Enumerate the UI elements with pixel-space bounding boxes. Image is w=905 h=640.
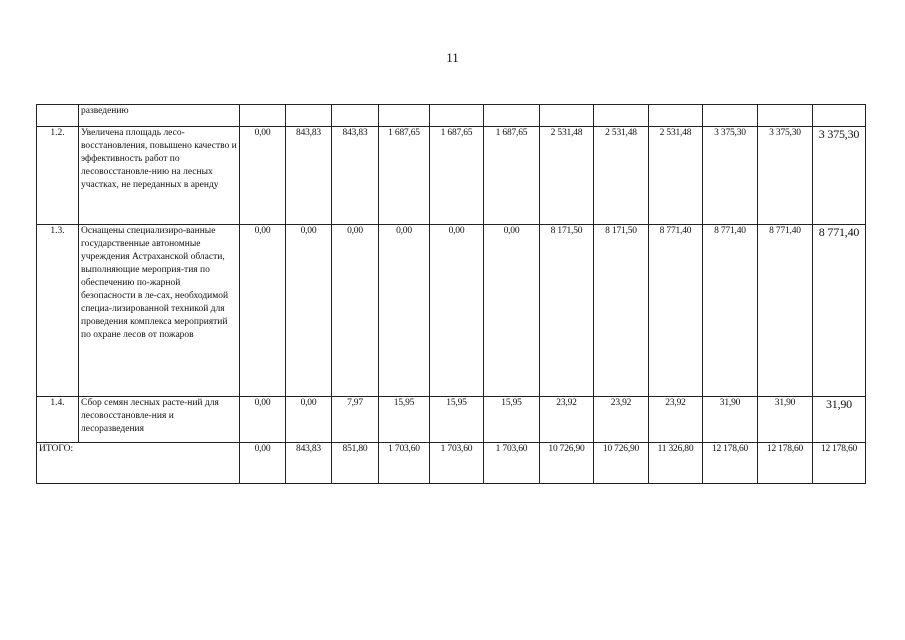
table-row [37,225,866,397]
value-cell: 7,97 [332,397,379,443]
total-value-cell: 843,83 [286,443,332,484]
value-cell: 0,00 [379,225,430,397]
total-value-cell: 10 726,90 [594,443,649,484]
value-cell: 843,83 [332,127,379,225]
value-cell [484,105,540,127]
value-cell: 1 687,65 [484,127,540,225]
value-cell: 0,00 [286,397,332,443]
total-value-cell: 0,00 [240,443,286,484]
total-row [37,443,866,484]
table-row [37,397,866,443]
value-cell [540,105,594,127]
value-cell: 0,00 [332,225,379,397]
value-cell: 31,90 [813,397,866,443]
value-cell [649,105,703,127]
row-description-cell: Увеличена площадь лесо-восстановления, повышено качество и эффективность работ по лесовосстановле-нию на лесных участках, не переданных в аренду [79,127,240,225]
value-cell: 15,95 [379,397,430,443]
value-cell [240,105,286,127]
value-cell: 0,00 [240,225,286,397]
row-index-cell: 1.2. [37,127,79,225]
value-cell: 1 687,65 [379,127,430,225]
total-value-cell: 10 726,90 [540,443,594,484]
total-value-cell: 11 326,80 [649,443,703,484]
value-cell: 2 531,48 [540,127,594,225]
value-cell [286,105,332,127]
value-cell: 8 771,40 [703,225,758,397]
value-cell: 23,92 [540,397,594,443]
value-cell: 8 171,50 [594,225,649,397]
value-cell: 1 687,65 [430,127,484,225]
row-index-cell: 1.4. [37,397,79,443]
value-cell [594,105,649,127]
value-cell [758,105,813,127]
value-cell: 2 531,48 [649,127,703,225]
value-cell [813,105,866,127]
total-value-cell: 851,80 [332,443,379,484]
value-cell: 23,92 [594,397,649,443]
row-description-cell: Сбор семян лесных расте-ний для лесовосстановле-ния и лесоразведения [79,397,240,443]
value-cell [332,105,379,127]
row-description-cell: разведению [79,105,240,127]
value-cell: 3 375,30 [703,127,758,225]
value-cell [703,105,758,127]
value-cell: 0,00 [240,397,286,443]
value-cell: 15,95 [430,397,484,443]
row-index-cell [37,105,79,127]
value-cell: 2 531,48 [594,127,649,225]
value-cell: 0,00 [430,225,484,397]
value-cell: 31,90 [758,397,813,443]
value-cell [430,105,484,127]
value-cell [379,105,430,127]
value-cell: 8 771,40 [813,225,866,397]
value-cell: 0,00 [240,127,286,225]
row-description-cell: Оснащены специализиро-ванные государственные автономные учреждения Астраханской области, выполняющие мероприя-тия по обеспечению по-жарной безопасности в ле-сах, необходимой специа-лизированной техникой для проведения комплекса мероприятий по охране лесов от пожаров [79,225,240,397]
data-table [36,104,866,484]
value-cell: 0,00 [286,225,332,397]
table-row [37,105,866,127]
value-cell: 843,83 [286,127,332,225]
total-value-cell: 12 178,60 [758,443,813,484]
value-cell: 15,95 [484,397,540,443]
total-value-cell: 1 703,60 [379,443,430,484]
total-value-cell: 1 703,60 [430,443,484,484]
row-index-cell: 1.3. [37,225,79,397]
total-label: ИТОГО: [37,443,240,484]
value-cell: 23,92 [649,397,703,443]
value-cell: 8 771,40 [649,225,703,397]
value-cell: 0,00 [484,225,540,397]
total-value-cell: 12 178,60 [813,443,866,484]
total-value-cell: 12 178,60 [703,443,758,484]
value-cell: 8 771,40 [758,225,813,397]
table-row [37,127,866,225]
page-number: 11 [446,50,459,65]
value-cell: 8 171,50 [540,225,594,397]
value-cell: 3 375,30 [758,127,813,225]
value-cell: 31,90 [703,397,758,443]
total-value-cell: 1 703,60 [484,443,540,484]
value-cell: 3 375,30 [813,127,866,225]
